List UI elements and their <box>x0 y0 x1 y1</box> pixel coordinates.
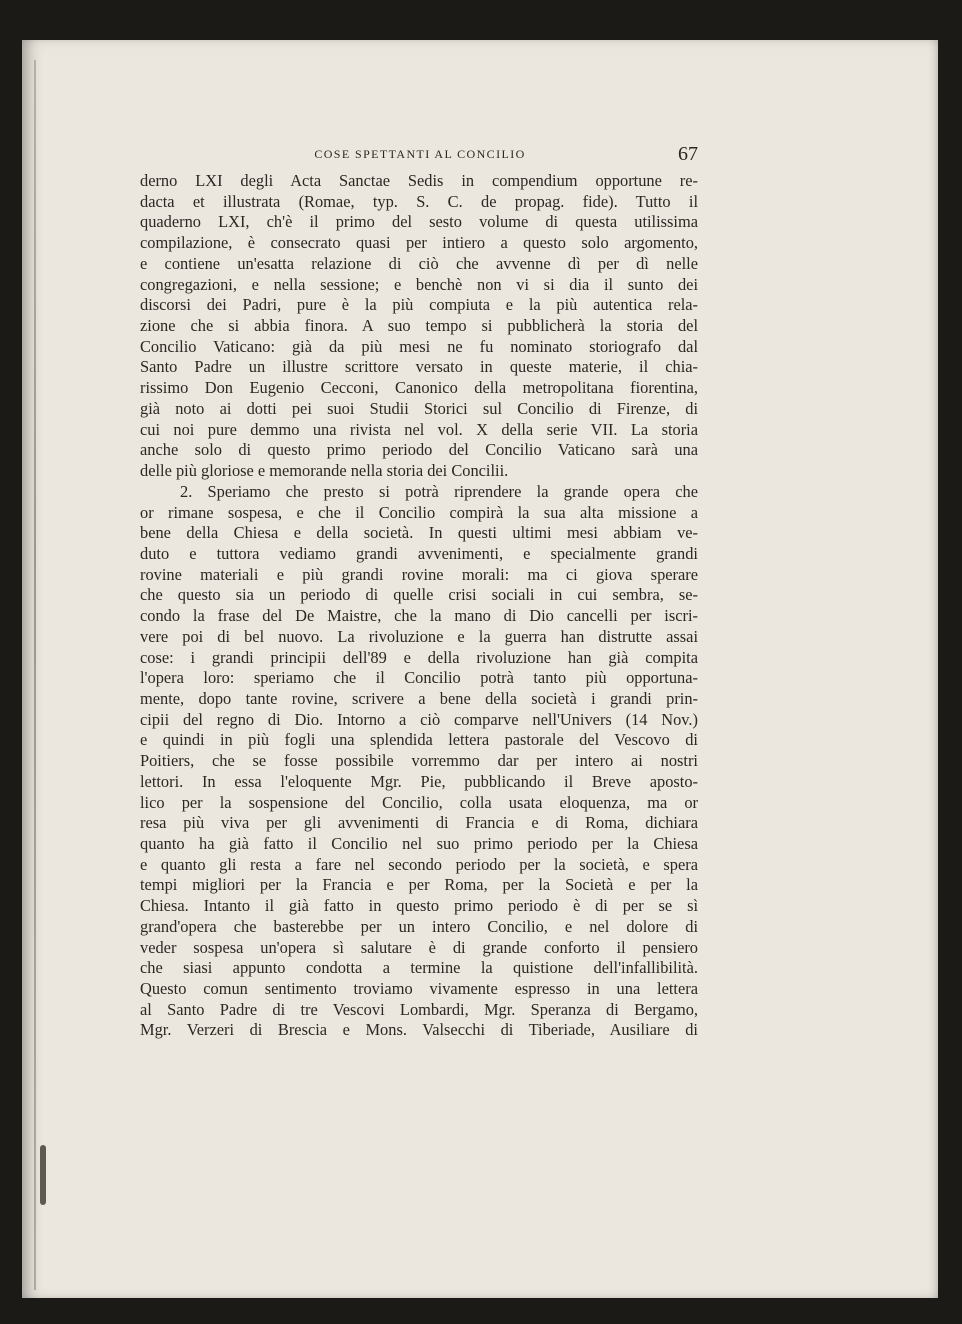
text-line: 2. Speriamo che presto si potrà riprendere la grande opera che <box>180 481 698 501</box>
text-line: Santo Padre un illustre scrittore versato in queste materie, il chia- <box>140 357 698 377</box>
running-title: COSE SPETTANTI AL CONCILIO <box>314 147 526 161</box>
text-line: tempi migliori per la Francia e per Roma, per la Società e per la <box>140 875 698 895</box>
text-line: rissimo Don Eugenio Cecconi, Canonico della metropolitana fiorentina, <box>140 378 698 398</box>
text-line: cui noi pure demmo una rivista nel vol. X della serie VII. La storia <box>140 419 698 439</box>
text-line: congregazioni, e nella sessione; e benchè non vi si dia il sunto dei <box>140 274 698 294</box>
text-line: già noto ai dotti pei suoi Studii Storici sul Concilio di Firenze, di <box>140 398 698 418</box>
text-line: mente, dopo tante rovine, scrivere a bene della società i grandi prin- <box>140 688 698 708</box>
text-line: Chiesa. Intanto il già fatto in questo primo periodo è di per se sì <box>140 896 698 916</box>
text-line: e quindi in più fogli una splendida lettera pastorale del Vescovo di <box>140 730 698 750</box>
text-line: rovine materiali e più grandi rovine morali: ma ci giova sperare <box>140 564 698 584</box>
page-gutter <box>34 60 36 1290</box>
text-line: Mgr. Verzeri di Brescia e Mons. Valsecchi di Tiberiade, Ausiliare di <box>140 1020 698 1040</box>
text-line: vere poi di bel nuovo. La rivoluzione e la guerra han distrutte assai <box>140 626 698 646</box>
text-line: compilazione, è consecrato quasi per intiero a questo solo argomento, <box>140 233 698 253</box>
text-line: quanto ha già fatto il Concilio nel suo primo periodo per la Chiesa <box>140 834 698 853</box>
text-line: condo la frase del De Maistre, che la mano di Dio cancelli per iscri- <box>140 606 698 626</box>
text-line: Concilio Vaticano: già da più mesi ne fu nominato storiografo dal <box>140 336 698 356</box>
text-line: zione che si abbia finora. A suo tempo si pubblicherà la storia del <box>140 316 698 336</box>
text-line: e contiene un'esatta relazione di ciò che avvenne dì per dì nelle <box>140 253 698 273</box>
text-line: che siasi appunto condotta a termine la quistione dell'infallibilità. <box>140 958 698 978</box>
text-line: quaderno LXI, ch'è il primo del sesto volume di questa utilissima <box>140 212 698 232</box>
text-line: che questo sia un periodo di quelle crisi sociali in cui sembra, se- <box>140 585 698 605</box>
text-line: duto e tuttora vediamo grandi avvenimenti, e specialmente grandi <box>140 543 698 563</box>
text-line: dacta et illustrata (Romae, typ. S. C. de propag. fide). Tutto il <box>140 191 698 211</box>
text-line: or rimane sospesa, e che il Concilio compirà la sua alta missione a <box>140 502 698 522</box>
text-line: cipii del regno di Dio. Intorno a ciò comparve nell'Univers (14 Nov.) <box>140 709 698 729</box>
text-line: cose: i grandi principii dell'89 e della rivoluzione han già compita <box>140 647 698 667</box>
text-line: bene della Chiesa e della società. In questi ultimi mesi abbiam ve- <box>140 523 698 543</box>
text-line: lico per la sospensione del Concilio, colla usata eloquenza, ma or <box>140 792 698 812</box>
text-line: e quanto gli resta a fare nel secondo periodo per la società, e spera <box>140 854 698 874</box>
margin-smudge <box>40 1145 46 1205</box>
text-line: delle più gloriose e memorande nella storia dei Concilii. <box>140 461 509 481</box>
text-line: veder sospesa un'opera sì salutare è di grande conforto il pensiero <box>140 937 698 957</box>
body-text <box>140 171 698 1041</box>
text-line: anche solo di questo primo periodo del Concilio Vaticano sarà una <box>140 440 698 460</box>
text-line: discorsi dei Padri, pure è la più compiuta e la più autentica rela- <box>140 295 698 315</box>
text-line: al Santo Padre di tre Vescovi Lombardi, Mgr. Speranza di Bergamo, <box>140 999 698 1019</box>
page-number: 67 <box>678 143 698 165</box>
text-line: derno LXI degli Acta Sanctae Sedis in compendium opportune re- <box>140 171 698 190</box>
text-line: resa più viva per gli avvenimenti di Francia e di Roma, dichiara <box>140 813 698 833</box>
text-line: grand'opera che basterebbe per un intero Concilio, e nel dolore di <box>140 916 698 936</box>
text-line: Questo comun sentimento troviamo vivamente espresso in una lettera <box>140 979 698 999</box>
text-line: l'opera loro: speriamo che il Concilio potrà tanto più opportuna- <box>140 668 698 688</box>
running-header <box>140 143 700 167</box>
text-line: lettori. In essa l'eloquente Mgr. Pie, pubblicando il Breve aposto- <box>140 771 698 791</box>
text-line: Poitiers, che se fosse possibile vorremmo dar per intero ai nostri <box>140 751 698 771</box>
